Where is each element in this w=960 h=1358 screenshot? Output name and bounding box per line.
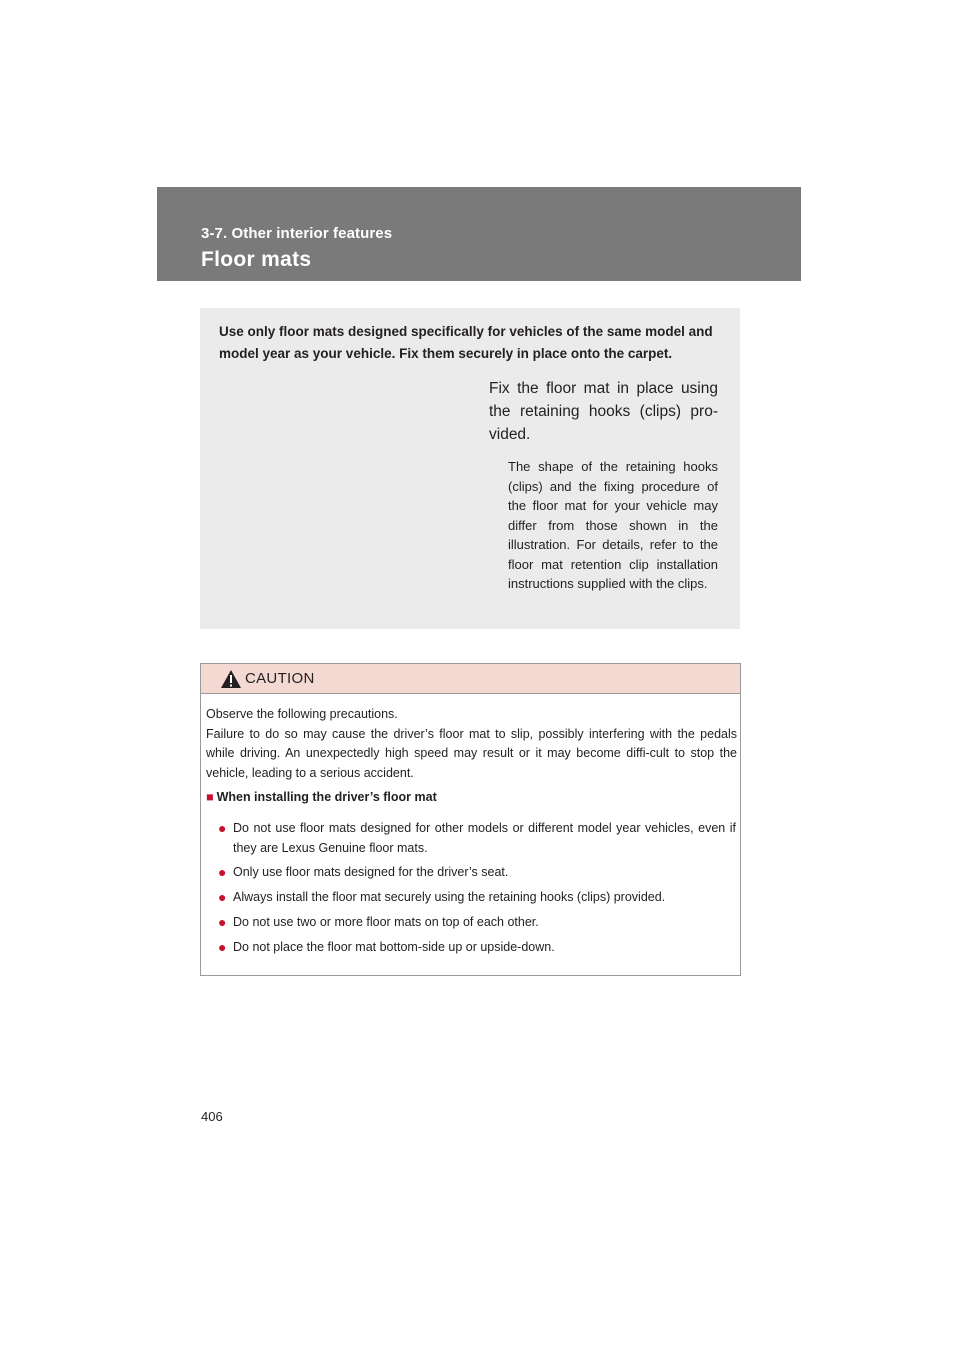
list-item [218, 937, 736, 957]
intro-lead: Use only floor mats designed specifically for vehicles of the same model and model year as your vehicle. Fix them securely in place onto the carpet. [219, 324, 713, 361]
caution-subheading [206, 790, 437, 804]
warning-triangle-icon [220, 669, 242, 689]
section-label: 3-7. Other interior features [201, 225, 393, 242]
bullet-dot-icon: ● [218, 889, 227, 905]
caution-intro-line2: Failure to do so may cause the driver’s floor mat to slip, possibly interfering with the pedals while driving. An unexpectedly high speed may result or it may become diffi-cult to stop the vehicle, leading to a serious accident. [206, 726, 737, 780]
caution-intro-line1: Observe the following precautions. [206, 707, 398, 721]
list-item-text: Do not place the floor mat bottom-side up or upside-down. [233, 940, 555, 954]
list-item [218, 818, 736, 858]
list-item [218, 862, 736, 882]
caution-title: CAUTION [245, 670, 315, 687]
bullet-dot-icon: ● [218, 864, 227, 880]
list-item-text: Only use floor mats designed for the driver’s seat. [233, 865, 509, 879]
list-item [218, 912, 736, 932]
intro-box [200, 308, 740, 629]
bullet-dot-icon: ● [218, 914, 227, 930]
list-item [218, 887, 736, 907]
header-band [157, 187, 801, 281]
list-item-text: Do not use floor mats designed for other models or different model year vehicles, even if they are Lexus Genuine floor mats. [233, 821, 736, 855]
page-number: 406 [201, 1109, 223, 1124]
list-item-text: Do not use two or more floor mats on top of each other. [233, 915, 539, 929]
caution-subheading-text: When installing the driver’s floor mat [216, 790, 437, 804]
intro-note: The shape of the retaining hooks (clips) and the fixing procedure of the floor mat for your vehicle may differ from those shown in the illustration. For details, refer to the floor mat retention clip installation instructions supplied with the clips. [508, 459, 718, 591]
caution-header [201, 664, 740, 694]
square-bullet-icon: ■ [206, 790, 214, 804]
page-title: Floor mats [201, 248, 312, 271]
bullet-dot-icon: ● [218, 820, 227, 836]
intro-step: Fix the floor mat in place using the retaining hooks (clips) pro-vided. [489, 380, 718, 443]
list-item-text: Always install the floor mat securely using the retaining hooks (clips) provided. [233, 890, 666, 904]
bullet-dot-icon: ● [218, 939, 227, 955]
caution-body [206, 705, 737, 783]
caution-box [200, 663, 741, 976]
